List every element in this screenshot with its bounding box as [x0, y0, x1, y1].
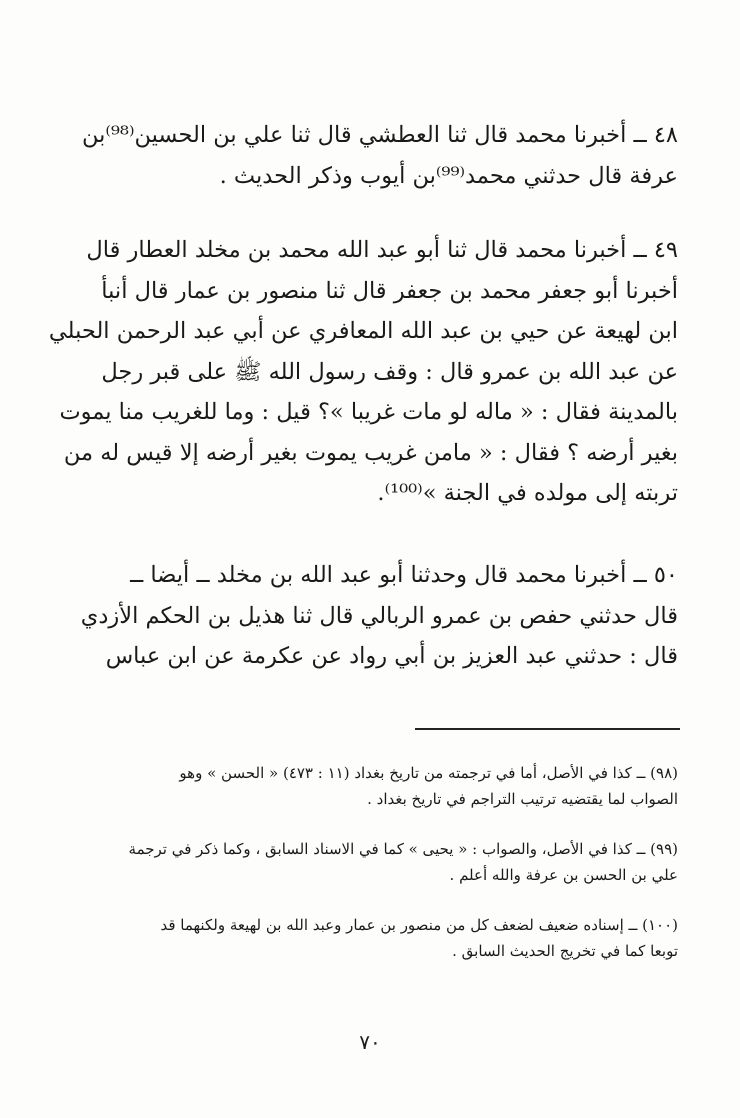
footnote-99 [112, 836, 678, 888]
text-line: بغير أرضه ؟ فقال : « مامن غريب يموت بغير أرضه إلا قيس له من [63, 439, 678, 466]
footnote-line: (٩٩) ــ كذا في الأصل، والصواب : « يحيى » كما في الاسناد السابق ، وكما ذكر في ترجمة [128, 840, 678, 858]
hadith-50 [80, 555, 678, 677]
text-line: تربته إلى مولده في الجنة »⁽¹⁰⁰⁾. [377, 480, 678, 506]
hadith-49 [48, 230, 678, 514]
hadith-48 [81, 115, 678, 196]
text-line: أخبرنا أبو جعفر محمد بن جعفر قال ثنا منصور بن عمار قال أنبأ [101, 277, 678, 304]
footnote-separator [415, 728, 680, 730]
footnote-line: علي بن الحسن بن عرفة والله أعلم . [449, 866, 678, 884]
text-line: ٥٠ ــ أخبرنا محمد قال وحدثنا أبو عبد الله بن مخلد ــ أيضا ــ [130, 562, 678, 588]
text-line: ابن لهيعة عن حيي بن عبد الله المعافري عن أبي عبد الرحمن الحبلي [48, 318, 678, 344]
footnote-100 [112, 912, 678, 964]
footnote-98 [112, 760, 678, 812]
text-line: قال : حدثني عبد العزيز بن أبي رواد عن عكرمة عن ابن عباس [105, 643, 678, 669]
text-line: ٤٩ ــ أخبرنا محمد قال ثنا أبو عبد الله محمد بن مخلد العطار قال [86, 237, 678, 263]
text-line: قال حدثني حفص بن عمرو الربالي قال ثنا هذيل بن الحكم الأزدي [80, 602, 678, 629]
footnote-line: (٩٨) ــ كذا في الأصل، أما في ترجمته من تاريخ بغداد (١١ : ٤٧٣) « الحسن » وهو [179, 764, 678, 782]
footnote-line: الصواب لما يقتضيه ترتيب التراجم في تاريخ بغداد . [367, 790, 678, 808]
text-line: ٤٨ ــ أخبرنا محمد قال ثنا العطشي قال ثنا علي بن الحسين⁽⁹⁸⁾بن [81, 122, 678, 148]
page-number: ٧٠ [359, 1030, 381, 1054]
text-line: عن عبد الله بن عمرو قال : وقف رسول الله ﷺ على قبر رجل [101, 358, 678, 385]
text-line: عرفة قال حدثني محمد⁽⁹⁹⁾بن أيوب وذكر الحديث . [219, 162, 678, 189]
footnote-line: (١٠٠) ــ إسناده ضعيف لضعف كل من منصور بن عمار وعبد الله بن لهيعة ولكنهما قد [160, 916, 678, 934]
footnote-line: توبعا كما في تخريج الحديث السابق . [452, 942, 678, 960]
text-line: بالمدينة فقال : « ماله لو مات غريبا »؟ قيل : وما للغريب منا يموت [59, 399, 678, 425]
